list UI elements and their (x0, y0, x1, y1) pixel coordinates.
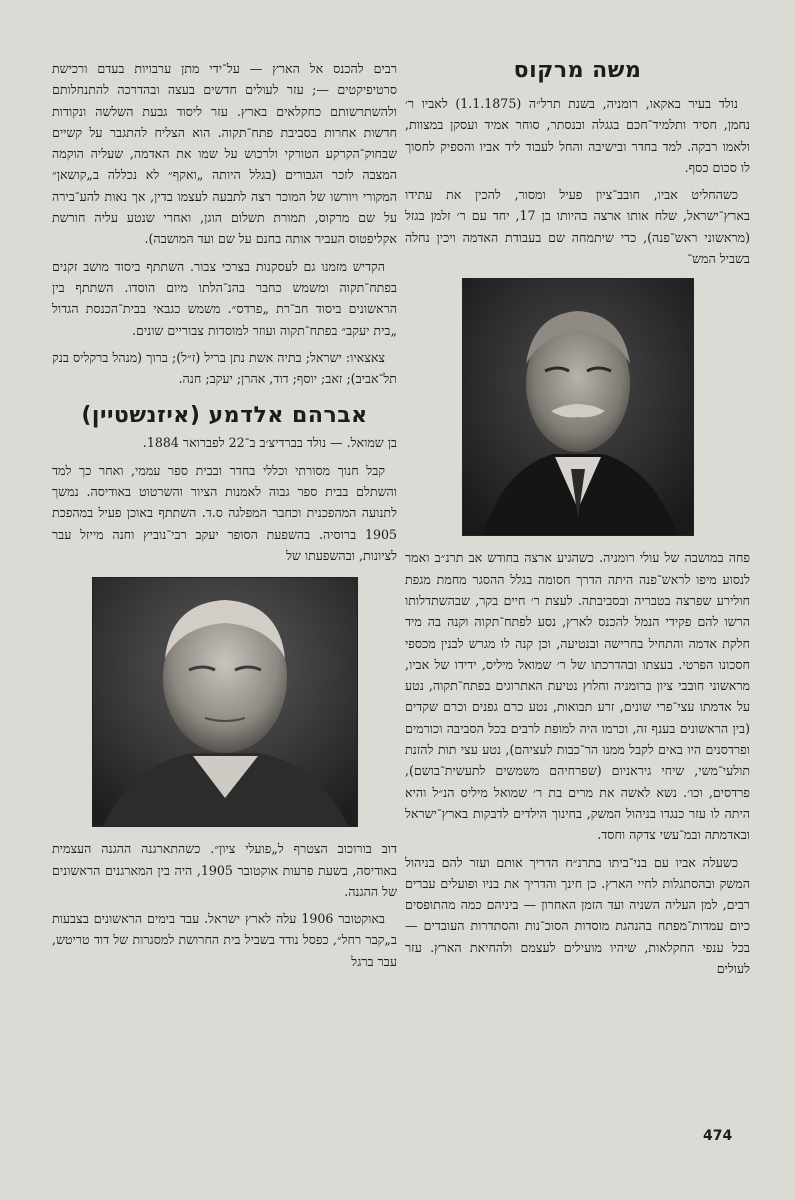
left-column (52, 58, 397, 978)
right-column (405, 58, 750, 985)
paragraph: קבל חנוך מסורתי וכללי בחדר ובבית ספר עממי, ואחר כך למד והשתלם בבית ספר גבוה לאמנות הציור והשרטוט באודיסה. נמשך לתנועה המהפכנית וכחבר המפלגה ס.ד. השתתף באוכן פעיל במהפכת 1905 ברוסיה. בהשפעת הסופר יעקב רבי־נוביץ וחנה מייזל עבר לציונות, ובהשפעתו של (52, 462, 397, 563)
portrait-photo-moshe-markus (463, 279, 693, 535)
paragraph: הקדיש מזמנו גם לעסקנות בצרכי צבור. השתתף ביסוד מושב זקנים בפתח־תקוה ומשמש כחבר בהנ־הלתו מיום הוסדו. השתתף בין הראשונים ביסוד חב־רת „פרדס״. משמש כגבאי בבית־הכנסת הגדול „בית יעקב״ בפתח־תקוה ועוזר למוסדות צבוריים שונים. (52, 258, 397, 338)
paragraph: נולד בעיר באקאו, רומניה, בשנת תרל״ה (1.1.1875) לאביו ר׳ נחמן, חסיד ותלמיד־חכם בגגלה ובנסתר, סוחר אמיד ועסקן במצוות, ולאמו רבקה. למד בחדר ובישיבה והחל לעבוד ליד אביו והספיק לחסוך לו סכום כסף. (405, 96, 750, 175)
paragraph: כשעלה אביו עם בני־ביתו בתרנ״ח הדריך אותם ועזר להם בניהול המשק ובהסתגלות לחיי הארץ. כן חינך והדריך את בניו ופועלים עברים רבים, למן העליה השניה ועד הזמן האחרון — ביניהם כמה מהתופסים כיום עמדות־מפתח בהנהגת מוסדות הסוכ־נות והסתדרות העובדים — בכל ענפי החקלאות, שיהיו מועילים לעצמם ולהחיאת הארץ. עזר לעולים (405, 854, 750, 977)
page-number: 474 (703, 1128, 733, 1144)
paragraph: בן שמואל. — נולד בברדיצ׳ב ב־22 לפברואר 1884. (142, 435, 397, 451)
paragraph-descendants: צאצאיו: ישראל; בתיה אשת נתן בריל (ז״ל); ברוך (מנהל ברקליס בנק תל־אביב); זאב; יוסף; דוד, אהרן; יעקב; חנה. (52, 349, 397, 387)
paragraph: באוקטובר 1906 עלה לארץ ישראל. עבד בימים הראשונים בצבעות ב„קבר רחל״, כפסל נודד בשביל בית החרושת למסגרות של דוד טריטש, עבר ברגל (52, 911, 397, 969)
paragraph: כשהחליט אביו, חובב־ציון פעיל ומסור, להכין את עתידו בארץ־ישראל, שלח אותו ארצה בהיותו בן 17, יחד עם ר׳ זלמן בגזל (מראשוני ראש־פנה), כדי שיתמחה שם בעבודת האדמה ויכין נחלה בשביל המש־ (405, 187, 750, 267)
article-title-avraham-eldama: אברהם אלדמע (איזנשטיין) (81, 403, 368, 429)
article-title-moshe-markus: משה מרקוס (513, 58, 642, 83)
portrait-photo-avraham-eldama (93, 578, 357, 826)
paragraph: רבים להכנס אל הארץ — על־ידי מתן ערבויות בעדם ורכישת סרטיפיקטים —; עזר לעולים חדשים בעצה ובהדרכה להתנחלותם ולהשתרשותם כחקלאים בארץ. עזר ליסוד גבעת השלשה ונקודות חדשות אחרות בסביבת פתח־תקוה. הוא הצליח להתגבר על קשיים שבחוק־הקרקע הטורקי ולרכוש על שמו את האדמה, שעליה הוקמה המצבה לזכר הגבורים (בגלל היותה „ואקף״ לא נכללה ב„קושאן״ המקורי ויורשו של המוכר רצה לתבעה לעצמו בדין, אך נאות להע־בירה על שם מרקוס, תמורת תשלום הוגן, ואחרי שנטע עליה חורשת אקליפטוס העביר אותה בחנם על שם ועד המושבה). (52, 61, 397, 247)
paragraph: דוב בורוכוב הצטרף ל„פועלי ציון״. כשהתארגנה ההגנה העצמית באודיסה, בשעת פרעות אוקטובר 1905, היה בין המארגנים הראשונים של ההגנה. (52, 841, 398, 899)
paragraph: פחה במושבה של עולי רומניה. כשהגיע ארצה בחודש אב תרנ״ב ואמר לנסוע מיפו לראש־פנה היתה הדרך חסומה בגלל ההסגר מחמת מגפת חולירע שפרצה בטבריה ובסביבתה. לעצת ר׳ חיים בקר, שבהשתדלותו הרשו להם פקידי הנמל להכנס לארץ, נסע לפתח־תקוה וקנה בה מיד חלקת אדמה והתחיל בחרישה ובנטיעה, וכן קנה לו מגרש לבנין מכספי חסכונו הפרטי. בעצתו ובהדרכתו של ר׳ שמואל מיליס, ידידו של אביו, מראשוני חובבי ציון ברומניה וחלוץ נטיעת האתרוגים בפתח־תקוה, נטע על אדמתו עצי־פרי שונים, זרע תבואות, נטע כרם גפנים וכרם שקדים (בין הראשונים בענף זה, וכרמו היה למופת לרבים בכל הסביבה וכורמים ופרדסנים היו באים לקבל ממנו הר־כבות לעציהם), נטע עצי תות להזנת תולעי־משי, שיחי גיראניום (שפרחיהם משמשים לתעשית־בושם), פרדסים, וכו׳. נשא לאשה את מרים בת ר׳ שמואל מיליס הנ״ל והיא היתה לו עזר כנגדו בניהול המשק, בחינוך הילדים לדבקות בארץ־ישראל ובאדמתה ובמ־עשי צדקה וחסד. (405, 550, 750, 843)
